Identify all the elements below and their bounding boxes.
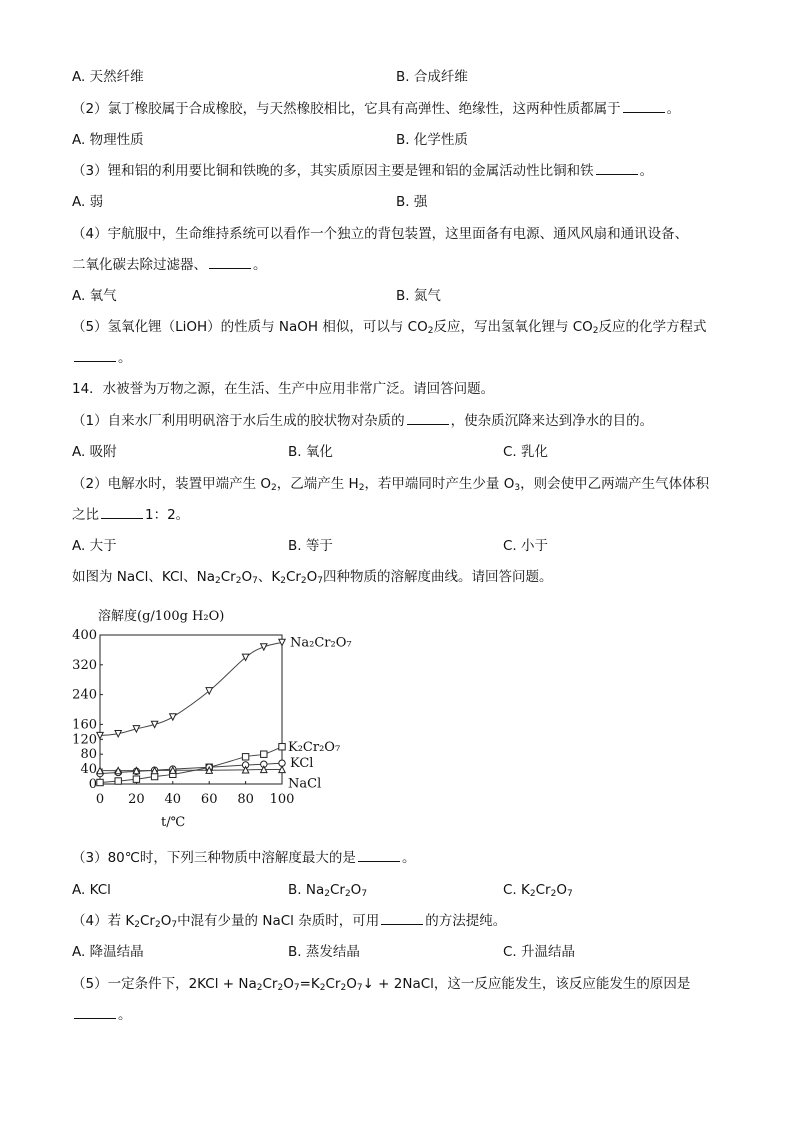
x-tick-label: 60 <box>200 792 218 807</box>
q14-p1-option-a[interactable]: A. 吸附 <box>72 444 117 460</box>
q14-part2-line1: （2）电解水时，装置甲端产生 $O_2$，乙端产生 $H_2$，若甲端同时产生少量 $O_3$，则会使甲乙两端产生气体体积 <box>72 476 710 493</box>
chart-xlabel: t/℃ <box>161 815 186 830</box>
q13-part5-line2: 。 <box>72 349 132 367</box>
data-point-triangle-down <box>151 721 157 727</box>
q14-p1-option-b[interactable]: B. 氧化 <box>288 444 333 460</box>
y-tick-label: 120 <box>72 732 97 748</box>
series-line-triangle-up <box>100 769 282 770</box>
x-tick-label: 20 <box>128 792 145 807</box>
legend-label: Na₂Cr₂O₇ <box>290 635 352 651</box>
y-tick-label: 400 <box>72 628 97 643</box>
q13-p4-option-b[interactable]: B. 氮气 <box>396 288 441 304</box>
data-point-square <box>97 779 103 785</box>
answer-blank[interactable] <box>623 100 665 113</box>
q13-p3-option-b[interactable]: B. 强 <box>396 194 428 210</box>
chart-intro: 如图为 NaCl、KCl、$Na_2Cr_2O_7$、$K_2Cr_2O_7$四种物质的溶解度曲线。请回答问题。 <box>72 569 553 586</box>
answer-blank[interactable] <box>209 256 251 269</box>
data-point-triangle-down <box>261 644 267 650</box>
q13-p1-option-a[interactable]: A. 天然纤维 <box>72 69 144 85</box>
q14-intro: 14．水被誉为万物之源，在生活、生产中应用非常广泛。请回答问题。 <box>72 381 495 397</box>
data-point-square <box>279 744 285 750</box>
solubility-chart <box>70 603 370 833</box>
y-tick-label: 240 <box>72 687 97 703</box>
x-tick-label: 0 <box>95 792 105 807</box>
data-point-square <box>261 751 267 757</box>
answer-blank[interactable] <box>596 162 638 175</box>
plot-frame <box>100 635 282 784</box>
x-tick-label: 100 <box>269 792 295 807</box>
q14-part1-question: （1）自来水厂利用明矾溶于水后生成的胶状物对杂质的 ，使杂质沉降来达到净水的目的。 <box>72 413 654 429</box>
q14-p4-option-b[interactable]: B. 蒸发结晶 <box>288 944 360 960</box>
answer-blank[interactable] <box>101 506 143 519</box>
q13-p1-option-b[interactable]: B. 合成纤维 <box>396 69 468 85</box>
q13-part2-question: （2）氯丁橡胶属于合成橡胶，与天然橡胶相比，它具有高弹性、绝缘性，这两种性质都属于 。 <box>72 101 681 117</box>
q14-p4-option-a[interactable]: A. 降温结晶 <box>72 944 144 960</box>
x-tick-label: 40 <box>164 792 182 807</box>
y-tick-label: 160 <box>72 717 97 733</box>
y-tick-label: 320 <box>72 657 97 673</box>
q14-part3-question: （3）80℃时，下列三种物质中溶解度最大的是 。 <box>72 850 416 866</box>
q14-p4-option-c[interactable]: C. 升温结晶 <box>503 944 576 960</box>
answer-blank[interactable] <box>358 849 400 862</box>
q14-p3-option-c[interactable]: C. $K_2Cr_2O_7$ <box>503 882 573 899</box>
q14-part5-line2: 。 <box>72 1006 132 1024</box>
data-point-triangle-down <box>170 714 176 720</box>
q13-p3-option-a[interactable]: A. 弱 <box>72 194 104 210</box>
legend-label: K₂Cr₂O₇ <box>288 739 341 755</box>
x-tick-label: 80 <box>237 792 254 807</box>
answer-blank[interactable] <box>74 1006 116 1019</box>
data-point-square <box>115 778 121 784</box>
data-point-triangle-down <box>133 726 139 732</box>
answer-blank[interactable] <box>74 349 116 362</box>
data-point-square <box>242 754 248 760</box>
q14-p3-option-b[interactable]: B. $Na_2Cr_2O_7$ <box>288 882 368 899</box>
q14-p2-option-b[interactable]: B. 等于 <box>288 538 333 554</box>
answer-blank[interactable] <box>381 912 423 925</box>
y-tick-label: 40 <box>80 762 97 778</box>
q13-part5-line1: （5）氢氧化锂（LiOH）的性质与 NaOH 相似，可以与 $CO_2$反应，写出氢氧化锂与 $CO_2$反应的化学方程式 <box>72 319 707 336</box>
series-line-triangle-down <box>100 642 282 735</box>
series-line-circle <box>100 763 282 773</box>
q13-p2-option-a[interactable]: A. 物理性质 <box>72 132 144 148</box>
q14-p2-option-c[interactable]: C. 小于 <box>503 538 549 554</box>
q13-p2-option-b[interactable]: B. 化学性质 <box>396 132 468 148</box>
q14-p3-option-a[interactable]: A. KCl <box>72 882 111 898</box>
q13-part4-line2: 二氧化碳去除过滤器、 。 <box>72 257 267 273</box>
answer-blank[interactable] <box>407 412 449 425</box>
y-tick-label: 80 <box>80 747 97 763</box>
q14-part5-line1: （5）一定条件下，$2KCl + Na_2Cr_2O_7=K_2Cr_2O_7↓$ + 2NaCl，这一反应能发生，该反应能发生的原因是 <box>72 976 691 993</box>
data-point-square <box>133 776 139 782</box>
chart-ylabel: 溶解度(g/100g H₂O) <box>98 609 225 624</box>
q13-part4-line1: （4）宇航服中，生命维持系统可以看作一个独立的背包装置，这里面备有电源、通风风扇和通讯设备、 <box>72 226 689 242</box>
q14-p2-option-a[interactable]: A. 大于 <box>72 538 117 554</box>
q13-part3-question: （3）锂和铝的利用要比铜和铁晚的多，其实质原因主要是锂和铝的金属活动性比铜和铁 。 <box>72 163 654 179</box>
q14-p1-option-c[interactable]: C. 乳化 <box>503 444 549 460</box>
legend-label: NaCl <box>288 776 322 792</box>
y-tick-label: 0 <box>88 777 97 792</box>
data-point-square <box>151 773 157 779</box>
q14-part4-question: （4）若 $K_2Cr_2O_7$中混有少量的 NaCl 杂质时，可用 的方法提纯。 <box>72 913 507 930</box>
legend-label: KCl <box>290 756 314 772</box>
q14-part2-line2: 之比 1：2。 <box>72 507 190 523</box>
q13-p4-option-a[interactable]: A. 氧气 <box>72 288 117 304</box>
